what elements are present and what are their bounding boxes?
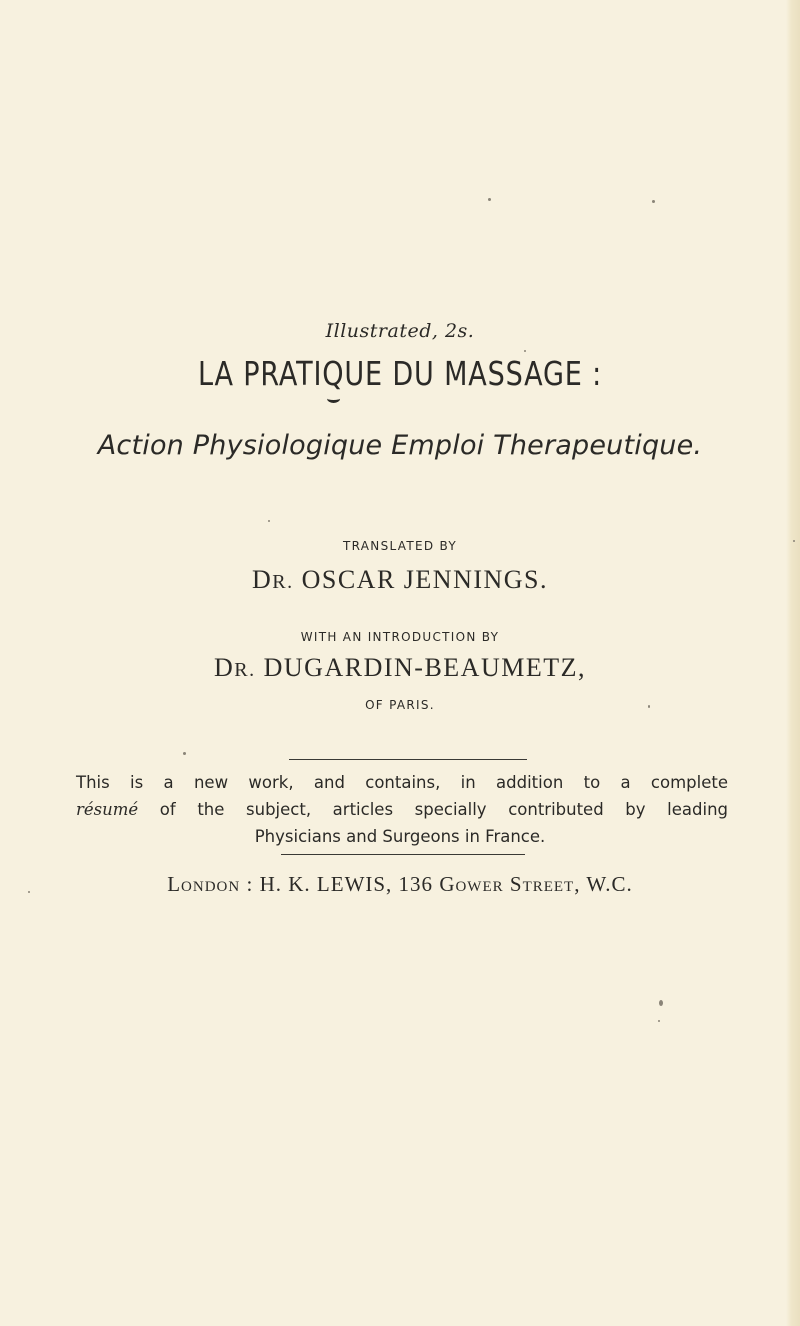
publisher-street: Gower Street: [439, 872, 575, 896]
introducer-prefix-small: R.: [234, 659, 256, 681]
of-paris-label: OF PARIS.: [365, 698, 435, 712]
translator-name: [0, 565, 800, 595]
title-part-2: UE DU MASSAGE :: [344, 354, 603, 393]
description-line-3: Physicians and Surgeons in France.: [254, 827, 546, 846]
ink-speck: [658, 1020, 660, 1022]
divider-rule-bottom: [281, 854, 525, 855]
book-title: [72, 354, 728, 393]
description-line-1: This is a new work, and contains, in addition to a complete: [76, 773, 728, 792]
introduction-label: WITH AN INTRODUCTION BY: [300, 630, 500, 644]
price: 2s.: [438, 320, 475, 342]
ink-speck: [659, 1000, 663, 1006]
resume-word: résumé: [76, 800, 139, 819]
ink-speck: [183, 752, 186, 755]
introducer-prefix: D: [214, 653, 235, 682]
publisher-name: H. K. LEWIS, 136: [259, 872, 440, 896]
translator-name-text: OSCAR JENNINGS.: [293, 565, 549, 594]
publisher-separator: :: [240, 872, 260, 896]
title-q-letter: Q: [322, 354, 345, 393]
translator-prefix: D: [251, 565, 273, 594]
description-line-2-text: of the subject, articles specially contributed by leading: [138, 800, 728, 819]
publisher-city: London: [167, 872, 241, 896]
ink-speck: [524, 350, 526, 352]
title-part-1: LA PRATI: [197, 354, 323, 393]
publisher-postcode: , W.C.: [574, 872, 633, 896]
introducer-name: [0, 653, 800, 683]
divider-rule-top: [289, 759, 527, 760]
ink-speck: [652, 200, 655, 203]
publisher-line: [0, 872, 800, 897]
translated-by-label: TRANSLATED BY: [343, 539, 457, 553]
book-subtitle: Action Physiologique Emploi Therapeutique.: [97, 430, 703, 461]
price-line: [0, 320, 800, 342]
illustrated-label: Illustrated,: [325, 320, 439, 342]
description-paragraph: [0, 769, 800, 850]
introducer-name-text: DUGARDIN-BEAUMETZ,: [255, 653, 586, 682]
translator-prefix-small: R.: [272, 571, 294, 593]
ink-speck: [268, 520, 270, 522]
ink-speck: [488, 198, 491, 201]
description-line-2: [76, 796, 728, 823]
